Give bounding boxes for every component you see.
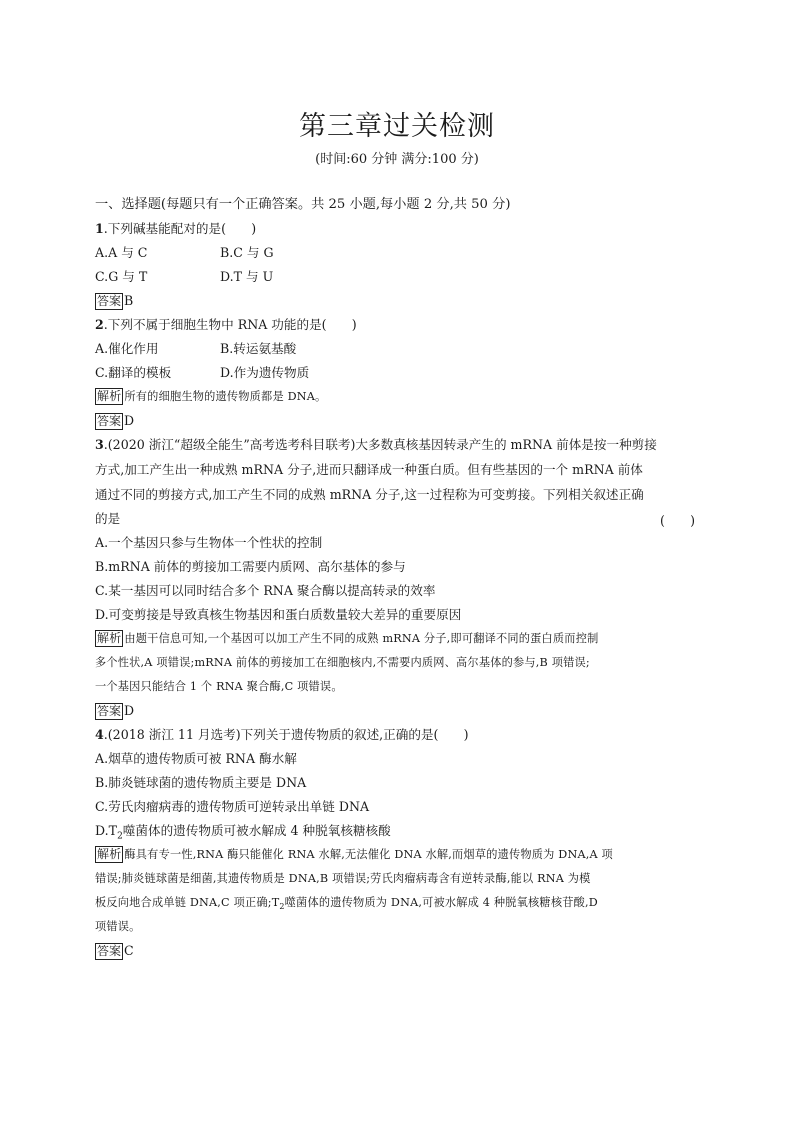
analysis-line-2: 多个性状,A 项错误;mRNA 前体的剪接加工在细胞核内,不需要内质网、高尔基体的参与,B 项错误; (95, 656, 590, 669)
answer-label: 答案 (97, 414, 122, 428)
question-number: 3 (95, 437, 104, 452)
option-b: B.mRNA 前体的剪接加工需要内质网、高尔基体的参与 (95, 559, 406, 574)
question-2-stem (95, 316, 357, 334)
question-1-stem (95, 220, 256, 238)
question-text: .(2018 浙江 11 月选考)下列关于遗传物质的叙述,正确的是( ) (103, 727, 469, 742)
analysis-text: 由题干信息可知,一个基因可以加工产生不同的成熟 mRNA 分子,即可翻译不同的蛋白质而控制 (124, 632, 599, 645)
subscript: 2 (279, 902, 285, 912)
analysis-line-3: 一个基因只能结合 1 个 RNA 聚合酶,C 项错误。 (95, 680, 343, 693)
analysis-text: 酶具有专一性,RNA 酶只能催化 RNA 水解,无法催化 DNA 水解,而烟草的遗传物质为 DNA,A 项 (124, 848, 613, 861)
option-b: B.转运氨基酸 (220, 341, 297, 356)
question-text: .下列不属于细胞生物中 RNA 功能的是( ) (103, 317, 357, 332)
analysis-text: 噬菌体的遗传物质为 DNA,可被水解成 4 种脱氧核糖核苷酸,D (284, 896, 598, 909)
answer-line (95, 702, 134, 720)
answer-blank: ( ) (660, 513, 696, 528)
question-3-stem-line-3: 通过不同的剪接方式,加工产生不同的成熟 mRNA 分子,这一过程称为可变剪接。下列相关叙述正确 (95, 487, 644, 502)
analysis-label: 解析 (97, 847, 122, 861)
option-c: C.劳氏肉瘤病毒的遗传物质可逆转录出单链 DNA (95, 799, 370, 814)
answer-label: 答案 (97, 944, 122, 958)
option-a: A.一个基因只参与生物体一个性状的控制 (95, 535, 323, 550)
analysis-label: 解析 (97, 389, 122, 403)
option-a: A.烟草的遗传物质可被 RNA 酶水解 (95, 751, 297, 766)
question-text: .下列碱基能配对的是( ) (103, 221, 257, 236)
answer-value: C (124, 943, 134, 958)
answer-value: B (124, 293, 134, 308)
question-number: 4 (95, 727, 104, 742)
subscript: 2 (117, 831, 123, 842)
page-title: 第三章过关检测 (299, 111, 495, 142)
option-a: A.A 与 C (95, 245, 148, 260)
option-d: D.可变剪接是导致真核生物基因和蛋白质数量较大差异的重要原因 (95, 607, 462, 622)
answer-line (95, 412, 134, 430)
analysis-text: 板反向地合成单链 DNA,C 项正确;T (95, 896, 280, 909)
option-b: B.C 与 G (220, 245, 274, 260)
analysis-line-1 (95, 846, 613, 864)
question-number: 1 (95, 221, 104, 236)
question-4-stem (95, 726, 469, 744)
option-d: D.T 与 U (220, 269, 274, 284)
question-3-stem-line-2: 方式,加工产生出一种成熟 mRNA 分子,进而只翻译成一种蛋白质。但有些基因的一个 mRNA 前体 (95, 462, 643, 477)
option-c: C.G 与 T (95, 269, 148, 284)
analysis-line (95, 388, 326, 406)
answer-value: D (124, 413, 135, 428)
analysis-line-3 (95, 894, 598, 916)
option-b: B.肺炎链球菌的遗传物质主要是 DNA (95, 775, 307, 790)
analysis-line-2: 错误;肺炎链球菌是细菌,其遗传物质是 DNA,B 项错误;劳氏肉瘤病毒含有逆转录酶,能以 RNA 为模 (95, 872, 591, 885)
option-c: C.某一基因可以同时结合多个 RNA 聚合酶以提高转录的效率 (95, 583, 436, 598)
option-d (95, 822, 391, 846)
question-number: 2 (95, 317, 104, 332)
exam-info: (时间:60 分钟 满分:100 分) (315, 152, 479, 167)
answer-line (95, 292, 133, 310)
option-a: A.催化作用 (95, 341, 159, 356)
option-d-text: 噬菌体的遗传物质可被水解成 4 种脱氧核糖核酸 (122, 823, 391, 838)
question-text: .(2020 浙江“超级全能生”高考选考科目联考)大多数真核基因转录产生的 mRNA 前体是按一种剪接 (103, 437, 657, 452)
option-c: C.翻译的模板 (95, 365, 172, 380)
section-heading: 一、选择题(每题只有一个正确答案。共 25 小题,每小题 2 分,共 50 分) (95, 197, 511, 212)
answer-value: D (124, 703, 135, 718)
option-d-prefix: D.T (95, 823, 118, 838)
option-d: D.作为遗传物质 (220, 365, 310, 380)
answer-line (95, 942, 134, 960)
analysis-text: 所有的细胞生物的遗传物质都是 DNA。 (124, 390, 327, 403)
analysis-line-1 (95, 630, 598, 648)
answer-label: 答案 (97, 294, 122, 308)
analysis-line-4: 项错误。 (95, 920, 141, 933)
question-3-stem-line-4: 的是 (95, 511, 121, 526)
analysis-label: 解析 (97, 631, 122, 645)
question-3-stem-line-1 (95, 436, 657, 454)
answer-label: 答案 (97, 704, 122, 718)
